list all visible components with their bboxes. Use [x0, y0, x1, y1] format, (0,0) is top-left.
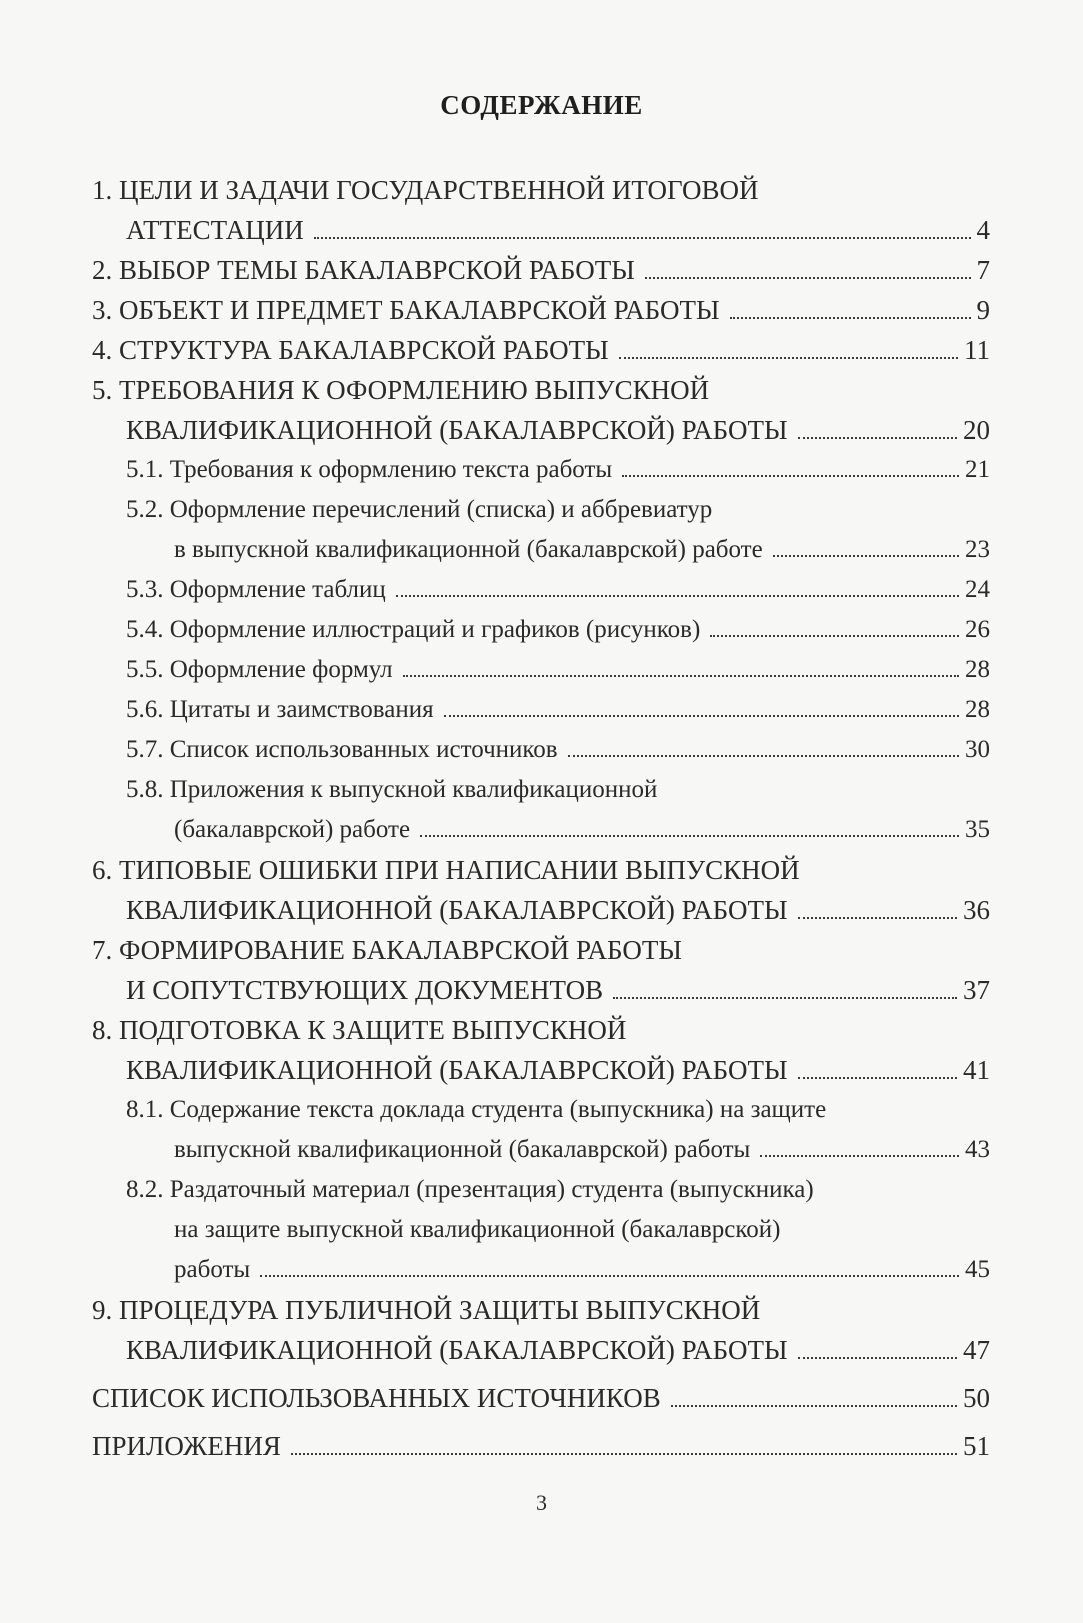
toc-entry-text: 5.4. Оформление иллюстраций и графиков (рисунков): [126, 616, 701, 643]
toc-page-number: 7: [976, 255, 990, 285]
toc-entry-5-6[interactable]: [92, 690, 990, 730]
dot-leader: [420, 835, 959, 837]
toc-entry-text: КВАЛИФИКАЦИОННОЙ (БАКАЛАВРСКОЙ) РАБОТЫ: [126, 1055, 788, 1085]
toc-page-number: 51: [963, 1431, 990, 1461]
toc-entry-8[interactable]: [92, 1010, 990, 1090]
toc-page-number: 23: [965, 536, 990, 563]
toc-entry-text: выпускной квалификационной (бакалаврской) работы: [174, 1136, 751, 1163]
toc-page-number: 30: [965, 736, 990, 763]
toc-page-number: 26: [965, 616, 990, 643]
toc-entry-9[interactable]: [92, 1290, 990, 1370]
toc-entry-text: 6. ТИПОВЫЕ ОШИБКИ ПРИ НАПИСАНИИ ВЫПУСКНОЙ: [92, 855, 800, 885]
toc-entry-7[interactable]: [92, 930, 990, 1010]
dot-leader: [396, 595, 959, 597]
toc-entry-text: 9. ПРОЦЕДУРА ПУБЛИЧНОЙ ЗАЩИТЫ ВЫПУСКНОЙ: [92, 1295, 761, 1325]
page-number: 3: [536, 1490, 547, 1515]
toc-entry-8-2[interactable]: [92, 1170, 990, 1290]
toc-entry-4[interactable]: [92, 330, 990, 370]
toc-entry-text: АТТЕСТАЦИИ: [126, 215, 304, 245]
toc-entry-references[interactable]: [92, 1378, 990, 1418]
toc-entry-1[interactable]: [92, 170, 990, 250]
toc-entry-text: 7. ФОРМИРОВАНИЕ БАКАЛАВРСКОЙ РАБОТЫ: [92, 935, 682, 965]
toc-entry-3[interactable]: [92, 290, 990, 330]
toc-entry-5[interactable]: [92, 370, 990, 450]
table-of-contents: [92, 170, 990, 1466]
dot-leader: [444, 715, 959, 717]
toc-entry-text: 8.2. Раздаточный материал (презентация) студента (выпускника): [126, 1176, 814, 1203]
toc-entry-5-1[interactable]: [92, 450, 990, 490]
toc-page-number: 50: [963, 1383, 990, 1413]
dot-leader: [568, 755, 959, 757]
toc-entry-2[interactable]: [92, 250, 990, 290]
toc-entry-5-3[interactable]: [92, 570, 990, 610]
dot-leader: [403, 675, 959, 677]
toc-page-number: 47: [963, 1335, 990, 1365]
dot-leader: [671, 1405, 957, 1407]
toc-entry-text: 5.1. Требования к оформлению текста работы: [126, 456, 613, 483]
toc-entry-text: КВАЛИФИКАЦИОННОЙ (БАКАЛАВРСКОЙ) РАБОТЫ: [126, 415, 788, 445]
toc-entry-text: 5.5. Оформление формул: [126, 656, 393, 683]
dot-leader: [622, 475, 959, 477]
toc-page-number: 28: [965, 696, 990, 723]
toc-entry-text: 1. ЦЕЛИ И ЗАДАЧИ ГОСУДАРСТВЕННОЙ ИТОГОВОЙ: [92, 175, 759, 205]
toc-entry-5-8[interactable]: [92, 770, 990, 850]
toc-entry-text: на защите выпускной квалификационной (бакалаврской): [174, 1216, 781, 1243]
toc-entry-text: 4. СТРУКТУРА БАКАЛАВРСКОЙ РАБОТЫ: [92, 335, 609, 365]
toc-page-number: 36: [963, 895, 990, 925]
dot-leader: [314, 237, 971, 239]
toc-entry-text: 2. ВЫБОР ТЕМЫ БАКАЛАВРСКОЙ РАБОТЫ: [92, 255, 635, 285]
toc-page-number: 4: [976, 215, 990, 245]
toc-entry-appendices[interactable]: [92, 1426, 990, 1466]
toc-entry-text: 5.7. Список использованных источников: [126, 736, 558, 763]
toc-entry-text: 5.3. Оформление таблиц: [126, 576, 386, 603]
toc-page-number: 21: [965, 456, 990, 483]
toc-entry-text: КВАЛИФИКАЦИОННОЙ (БАКАЛАВРСКОЙ) РАБОТЫ: [126, 1335, 788, 1365]
toc-entry-text: 5.2. Оформление перечислений (списка) и аббревиатур: [126, 496, 713, 523]
toc-page-number: 37: [963, 975, 990, 1005]
toc-entry-text: И СОПУТСТВУЮЩИХ ДОКУМЕНТОВ: [126, 975, 604, 1005]
dot-leader: [773, 555, 959, 557]
dot-leader: [760, 1155, 959, 1157]
toc-entry-text: 5. ТРЕБОВАНИЯ К ОФОРМЛЕНИЮ ВЫПУСКНОЙ: [92, 375, 710, 405]
toc-entry-text: (бакалаврской) работе: [174, 816, 411, 843]
page-title: СОДЕРЖАНИЕ: [440, 90, 643, 120]
dot-leader: [798, 917, 957, 919]
dot-leader: [798, 437, 957, 439]
toc-entry-text: в выпускной квалификационной (бакалаврской) работе: [174, 536, 763, 563]
toc-entry-5-4[interactable]: [92, 610, 990, 650]
toc-entry-text: работы: [174, 1256, 251, 1283]
dot-leader: [260, 1275, 959, 1277]
toc-page-number: 9: [976, 295, 990, 325]
toc-entry-text: 8. ПОДГОТОВКА К ЗАЩИТЕ ВЫПУСКНОЙ: [92, 1015, 627, 1045]
dot-leader: [798, 1077, 957, 1079]
toc-entry-text: СПИСОК ИСПОЛЬЗОВАННЫХ ИСТОЧНИКОВ: [92, 1383, 661, 1413]
toc-entry-5-7[interactable]: [92, 730, 990, 770]
toc-page-number: 11: [964, 335, 990, 365]
toc-page-number: 45: [965, 1256, 990, 1283]
dot-leader: [613, 997, 957, 999]
toc-entry-6[interactable]: [92, 850, 990, 930]
dot-leader: [619, 357, 958, 359]
toc-page-number: 28: [965, 656, 990, 683]
toc-page-number: 41: [963, 1055, 990, 1085]
toc-entry-text: КВАЛИФИКАЦИОННОЙ (БАКАЛАВРСКОЙ) РАБОТЫ: [126, 895, 788, 925]
toc-entry-text: 5.6. Цитаты и заимствования: [126, 696, 434, 723]
toc-entry-8-1[interactable]: [92, 1090, 990, 1170]
toc-entry-5-2[interactable]: [92, 490, 990, 570]
dot-leader: [291, 1453, 957, 1455]
toc-page-number: 35: [965, 816, 990, 843]
toc-entry-text: 5.8. Приложения к выпускной квалификационной: [126, 776, 658, 803]
dot-leader: [645, 277, 971, 279]
dot-leader: [710, 635, 959, 637]
toc-page-number: 24: [965, 576, 990, 603]
toc-page-number: 20: [963, 415, 990, 445]
toc-entry-text: 3. ОБЪЕКТ И ПРЕДМЕТ БАКАЛАВРСКОЙ РАБОТЫ: [92, 295, 720, 325]
toc-entry-5-5[interactable]: [92, 650, 990, 690]
toc-entry-text: ПРИЛОЖЕНИЯ: [92, 1431, 281, 1461]
dot-leader: [730, 317, 971, 319]
toc-entry-text: 8.1. Содержание текста доклада студента (выпускника) на защите: [126, 1096, 827, 1123]
toc-page-number: 43: [965, 1136, 990, 1163]
dot-leader: [798, 1357, 957, 1359]
